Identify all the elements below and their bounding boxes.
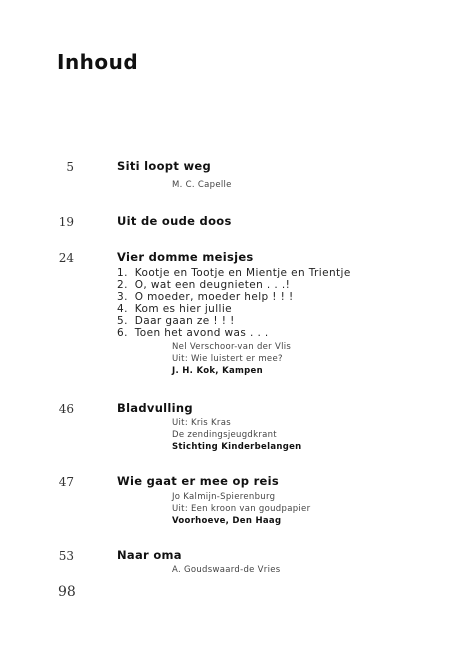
entry-subitem [117, 327, 269, 339]
entry-credit: M. C. Capelle [172, 180, 232, 190]
entry-page-number: 46 [58, 402, 74, 416]
subitem-number: 4. [117, 303, 128, 315]
subitem-text: Toen het avond was . . . [134, 327, 269, 339]
entry-page-number: 24 [58, 251, 74, 265]
subitem-number: 1. [117, 267, 128, 279]
subitem-number: 5. [117, 315, 128, 327]
entry-page-number: 53 [58, 549, 74, 563]
entry-page-number: 19 [58, 215, 74, 229]
entry-subitem [117, 267, 351, 279]
entry-credit: Nel Verschoor-van der Vlis [172, 342, 292, 352]
subitem-text: Kom es hier jullie [134, 303, 233, 315]
entry-subitem [117, 315, 235, 327]
entry-credit: Uit: Kris Kras [172, 418, 231, 428]
subitem-text: Daar gaan ze ! ! ! [134, 315, 235, 327]
entry-credit: A. Goudswaard-de Vries [172, 565, 281, 575]
entry-title: Siti loopt weg [117, 159, 211, 173]
entry-publisher: J. H. Kok, Kampen [172, 366, 263, 376]
entry-title: Uit de oude doos [117, 214, 232, 228]
entry-title: Bladvulling [117, 401, 193, 415]
subitem-text: Kootje en Tootje en Mientje en Trientje [134, 267, 351, 279]
subitem-number: 6. [117, 327, 128, 339]
entry-credit: Uit: Een kroon van goudpapier [172, 504, 311, 514]
entry-credit: Uit: Wie luistert er mee? [172, 354, 283, 364]
entry-credit: Jo Kalmijn-Spierenburg [172, 492, 276, 502]
entry-credit: De zendingsjeugdkrant [172, 430, 277, 440]
subitem-number: 2. [117, 279, 128, 291]
entry-title: Wie gaat er mee op reis [117, 474, 280, 488]
subitem-number: 3. [117, 291, 128, 303]
entry-page-number: 47 [58, 475, 74, 489]
entry-page-number: 5 [66, 160, 74, 174]
page-heading: Inhoud [57, 50, 139, 74]
entry-subitem [117, 303, 232, 315]
entry-subitem [117, 279, 290, 291]
page-folio-number: 98 [58, 584, 76, 600]
entry-publisher: Stichting Kinderbelangen [172, 442, 302, 452]
entry-publisher: Voorhoeve, Den Haag [172, 516, 282, 526]
subitem-text: O, wat een deugnieten . . .! [134, 279, 291, 291]
entry-title: Naar oma [117, 548, 182, 562]
entry-title: Vier domme meisjes [117, 250, 254, 264]
subitem-text: O moeder, moeder help ! ! ! [134, 291, 294, 303]
entry-subitem [117, 291, 294, 303]
